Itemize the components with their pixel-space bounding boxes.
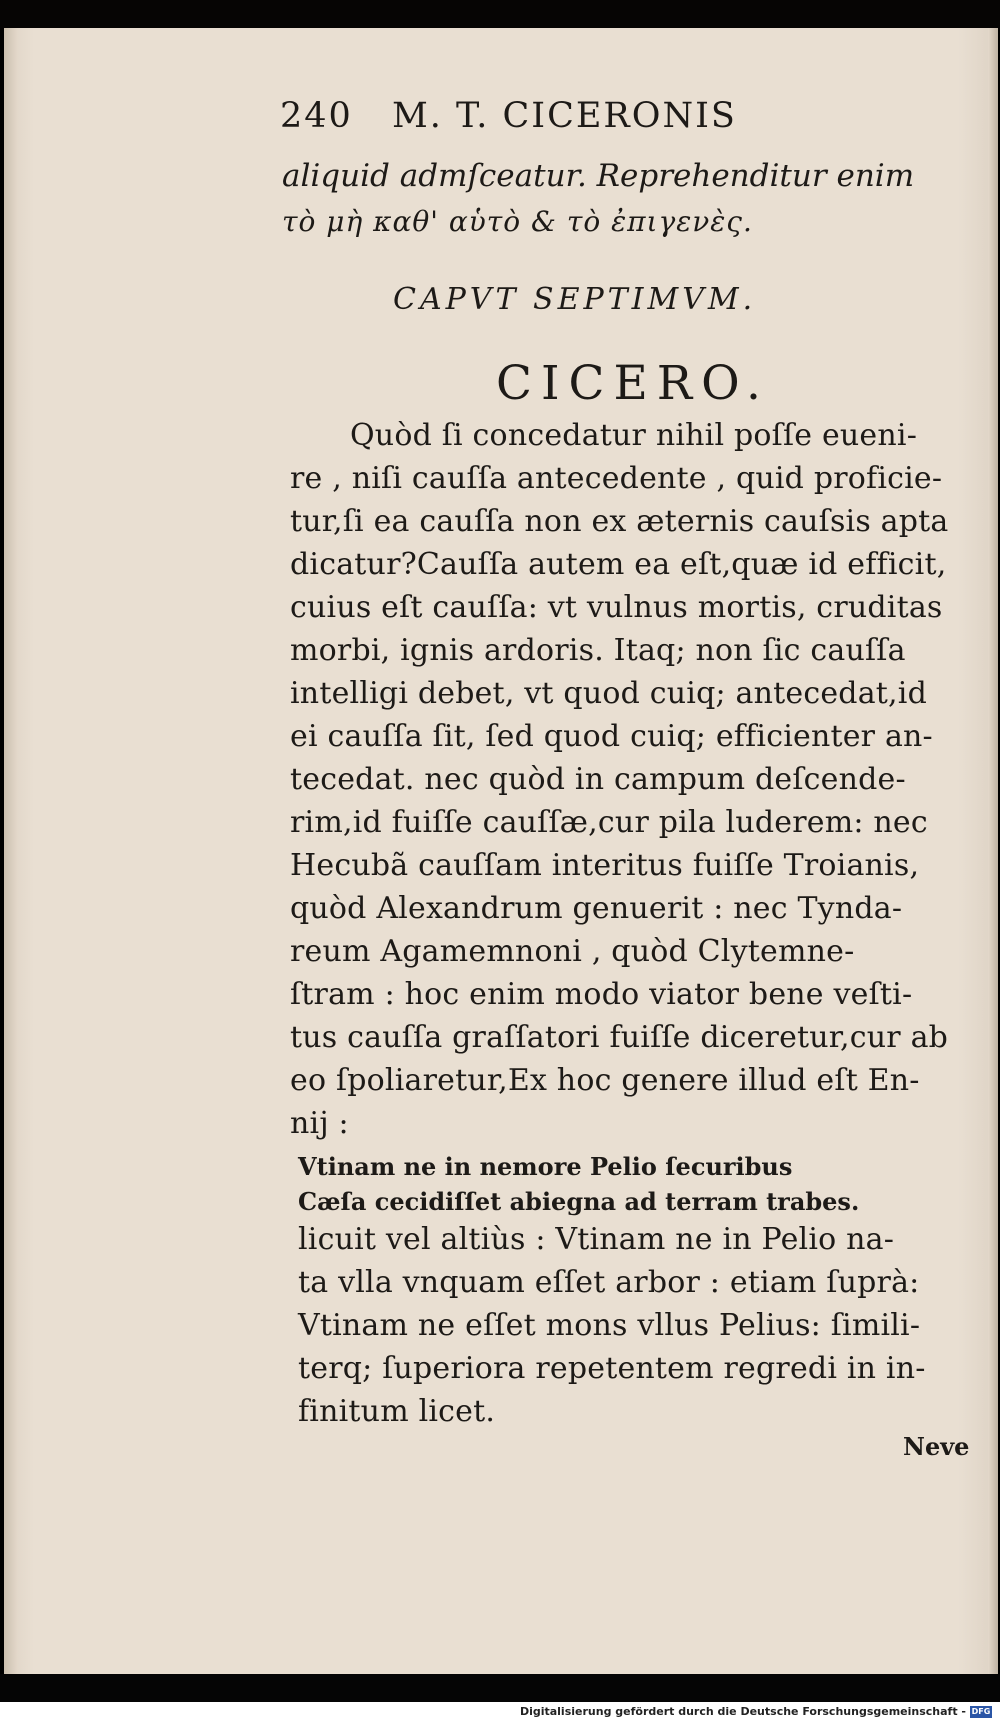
verse-line: Cæſa cecidiſſet abiegna ad terram trabes. bbox=[298, 1187, 860, 1216]
body-line: ei cauſſa ſit, ſed quod cuiq; efficienter an- bbox=[290, 719, 933, 754]
page-number: 240 bbox=[280, 96, 353, 136]
body-line: tur,ſi ea cauſſa non ex æternis cauſsis apta bbox=[290, 504, 949, 539]
body-line: ſtram : hoc enim modo viator bene veſti- bbox=[290, 977, 913, 1012]
body-line: tecedat. nec quòd in campum deſcende- bbox=[290, 762, 906, 797]
catchword: Neve bbox=[903, 1432, 970, 1461]
italic-line: aliquid admſceatur. Reprehenditur enim bbox=[282, 158, 915, 194]
body-line: eo ſpoliaretur,Ex hoc genere illud eſt En- bbox=[290, 1063, 920, 1098]
dfg-logo-icon: DFG bbox=[971, 1707, 991, 1716]
page-left-edge bbox=[4, 28, 18, 1674]
body-line: quòd Alexandrum genuerit : nec Tynda- bbox=[290, 891, 903, 926]
body-line: morbi, ignis ardoris. Itaq; non ſic cauſſa bbox=[290, 633, 906, 668]
body-line: Quòd ſi concedatur nihil poſſe eueni- bbox=[350, 418, 918, 453]
running-title: M. T. CICERONIS bbox=[391, 96, 737, 136]
page-right-edge bbox=[988, 28, 998, 1674]
running-head bbox=[280, 96, 737, 136]
body-line: intelligi debet, vt quod cuiq; antecedat,id bbox=[290, 676, 927, 711]
body-line: rim,id fuiſſe cauſſæ,cur pila luderem: nec bbox=[290, 805, 928, 840]
body-line: dicatur?Cauſſa autem ea eſt,quæ id efficit, bbox=[290, 547, 947, 582]
body-line: cuius eſt cauſſa: vt vulnus mortis, cruditas bbox=[290, 590, 943, 625]
body-line: licuit vel altiùs : Vtinam ne in Pelio na- bbox=[298, 1222, 895, 1257]
bottom-border bbox=[0, 1674, 1000, 1702]
body-line: Hecubã cauſſam interitus fuiſſe Troianis, bbox=[290, 848, 920, 883]
speaker-heading: CICERO. bbox=[496, 356, 770, 411]
body-line: reum Agamemnoni , quòd Clytemne- bbox=[290, 934, 855, 969]
chapter-heading: CAPVT SEPTIMVM. bbox=[393, 282, 757, 317]
verse-line: Vtinam ne in nemore Pelio ſecuribus bbox=[298, 1152, 793, 1181]
body-line: Vtinam ne eſſet mons vllus Pelius: ſimili- bbox=[298, 1308, 921, 1343]
footer-credit: Digitalisierung gefördert durch die Deutsche Forschungsgemeinschaft - bbox=[519, 1705, 966, 1718]
greek-line: τὸ μὴ καθ' αὑτὸ & τὸ ἐπιγενὲς. bbox=[282, 205, 753, 238]
body-line: re , niſi cauſſa antecedente , quid proficie- bbox=[290, 461, 943, 496]
body-line: finitum licet. bbox=[298, 1394, 496, 1429]
body-line: terq; ſuperiora repetentem regredi in in- bbox=[298, 1351, 926, 1386]
top-border bbox=[0, 0, 1000, 30]
body-line: nij : bbox=[290, 1106, 349, 1141]
body-line: ta vlla vnquam eſſet arbor : etiam ſuprà: bbox=[298, 1265, 920, 1300]
body-line: tus cauſſa graſſatori fuiſſe diceretur,cur ab bbox=[290, 1020, 949, 1055]
